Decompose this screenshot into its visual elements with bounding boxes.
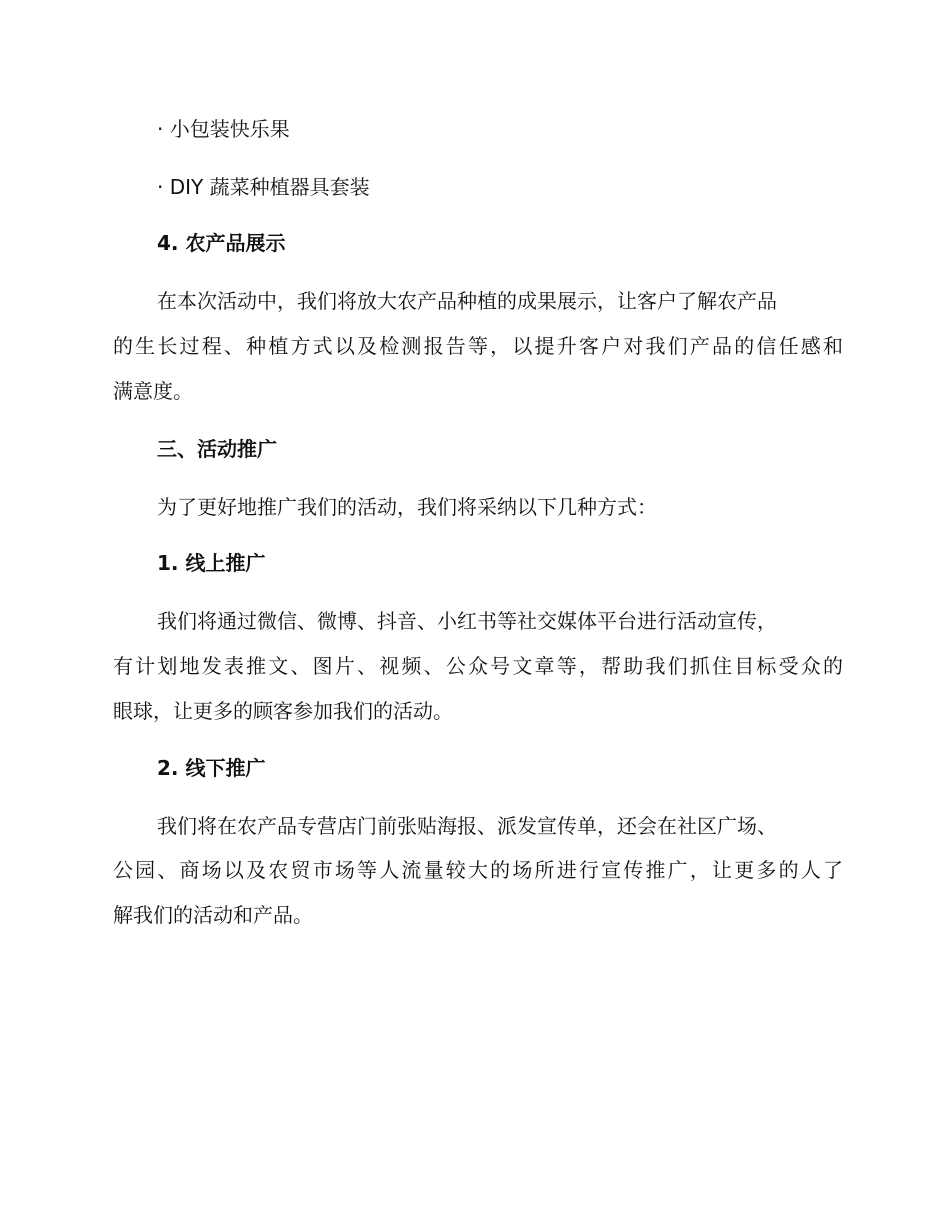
subheading-offline-promotion: 2. 线下推广 <box>157 756 266 780</box>
paragraph-line: 解我们的活动和产品。 <box>113 903 313 927</box>
paragraph-line: 我们将在农产品专营店门前张贴海报、派发宣传单，还会在社区广场、 <box>157 814 777 838</box>
paragraph-line: 在本次活动中，我们将放大农产品种植的成果展示，让客户了解农产品 <box>157 289 777 313</box>
subheading-online-promotion: 1. 线上推广 <box>157 551 266 575</box>
paragraph-line: 有计划地发表推文、图片、视频、公众号文章等，帮助我们抓住目标受众的 <box>113 654 843 678</box>
bullet-item: · DIY 蔬菜种植器具套装 <box>157 175 370 199</box>
paragraph-line: 满意度。 <box>113 379 193 403</box>
paragraph-line: 眼球，让更多的顾客参加我们的活动。 <box>113 699 453 723</box>
section-heading-promotion: 三、活动推广 <box>157 437 277 461</box>
paragraph-line: 为了更好地推广我们的活动，我们将采纳以下几种方式： <box>157 495 657 519</box>
paragraph-line: 我们将通过微信、微博、抖音、小红书等社交媒体平台进行活动宣传， <box>157 609 777 633</box>
section-heading-product-display: 4. 农产品展示 <box>157 231 286 255</box>
bullet-item: · 小包装快乐果 <box>157 117 290 141</box>
paragraph-line: 公园、商场以及农贸市场等人流量较大的场所进行宣传推广，让更多的人了 <box>113 858 843 882</box>
paragraph-line: 的生长过程、种植方式以及检测报告等，以提升客户对我们产品的信任感和 <box>113 334 843 358</box>
